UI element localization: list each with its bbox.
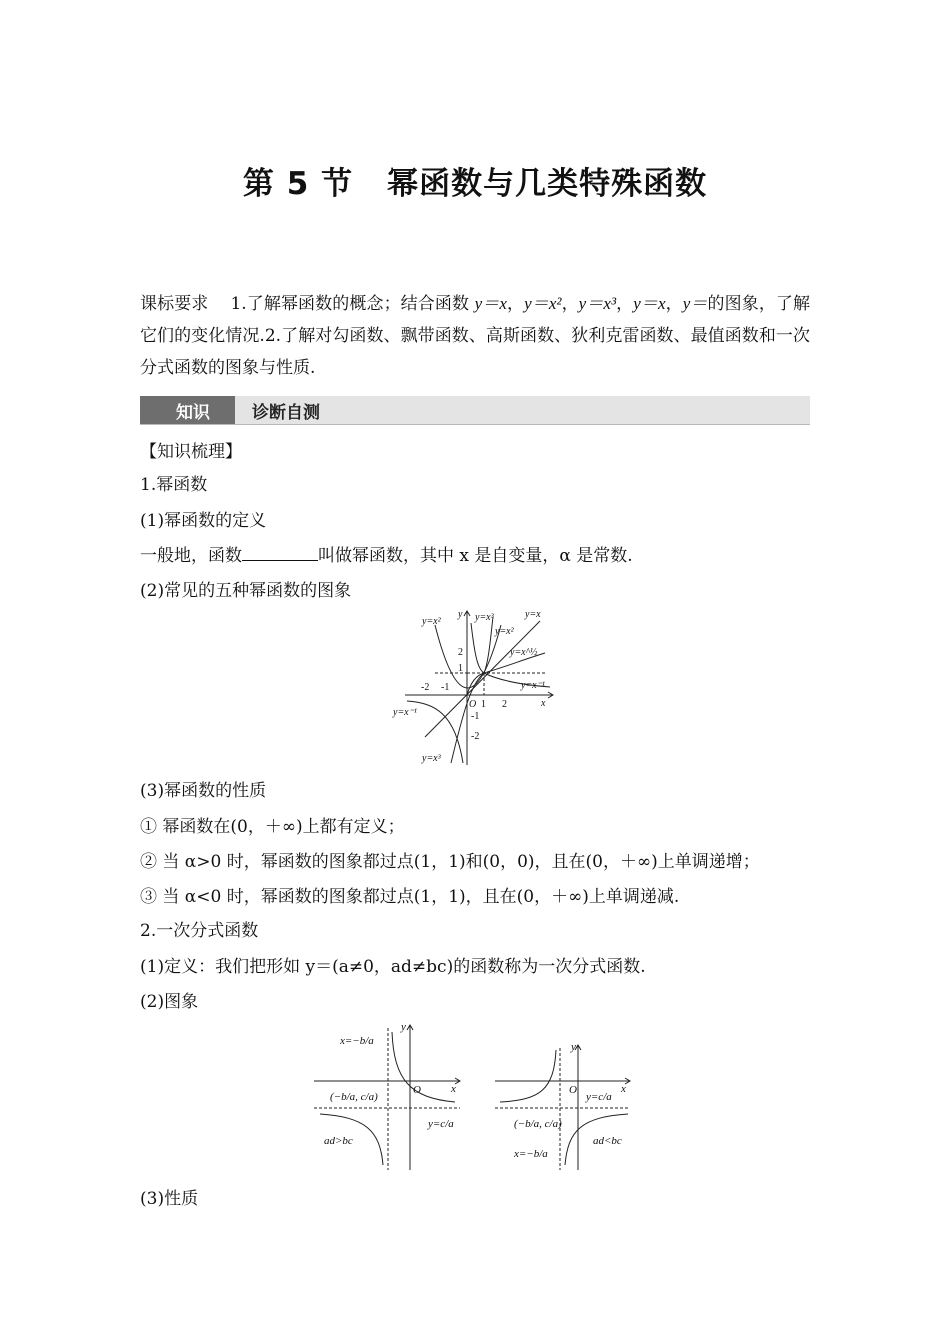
fractional-definition: (1)定义：我们把形如 y＝(a≠0，ad≠bc)的函数称为一次分式函数. <box>140 957 646 977</box>
label-x-axis: x <box>541 698 546 709</box>
left-y-label: y <box>401 1021 406 1033</box>
power-functions-figure <box>385 603 565 768</box>
right-asym-y: y=c/a <box>586 1091 612 1103</box>
tick-y-1: 1 <box>458 663 463 674</box>
heading-fraction-properties: (3)性质 <box>140 1189 199 1209</box>
left-asym-x: x=−b/a <box>340 1035 374 1047</box>
heading-power-function: 1.幂函数 <box>140 475 208 495</box>
section-banner <box>140 396 810 425</box>
fill-blank <box>242 546 318 561</box>
right-x-label: x <box>621 1083 626 1095</box>
left-x-label: x <box>451 1083 456 1095</box>
label-y-x3-bottom: y=x³ <box>422 753 441 764</box>
right-condition: ad<bc <box>593 1135 622 1147</box>
heading-fractional-function: 2.一次分式函数 <box>140 921 259 941</box>
fractional-function-figure <box>310 1020 640 1175</box>
property-3: ③ 当 α<0 时，幂函数的图象都过点(1，1)，且在(0，＋∞)上单调递减. <box>140 887 680 907</box>
label-y-inv-right: y=x⁻¹ <box>521 680 545 691</box>
label-y-x2-right: y=x² <box>495 626 514 637</box>
definition-text: 一般地，函数 叫做幂函数，其中 x 是自变量，α 是常数. <box>140 546 633 566</box>
tick-x-neg1: -1 <box>441 682 450 693</box>
requirements-paragraph: 课标要求 1.了解幂函数的概念；结合函数 y＝x，y＝x²，y＝x³，y＝x，y＝的图象，了解它们的变化情况.2.了解对勾函数、飘带函数、高斯函数、狄利克雷函数、最值函数和一次分式函数的图象与性质. <box>140 294 811 378</box>
heading-definition: (1)幂函数的定义 <box>140 511 267 531</box>
right-origin: O <box>569 1084 577 1096</box>
label-y-x2-left: y=x² <box>422 616 441 627</box>
left-asym-y: y=c/a <box>428 1118 454 1130</box>
curve-y-x <box>425 621 540 737</box>
tick-x-neg2: -2 <box>421 682 430 693</box>
label-y-inv-left: y=x⁻¹ <box>393 707 417 718</box>
label-y-x3-top: y=x³ <box>475 612 494 623</box>
label-y-axis: y <box>458 609 463 620</box>
right-point: (−b/a, c/a) <box>514 1118 562 1130</box>
banner-label-knowledge: 知识 <box>176 403 210 423</box>
left-origin: O <box>413 1084 421 1096</box>
tick-y-neg1: -1 <box>471 711 480 722</box>
left-point: (−b/a, c/a) <box>330 1091 378 1103</box>
right-y-label: y <box>571 1041 576 1053</box>
heading-five-graphs: (2)常见的五种幂函数的图象 <box>140 581 352 601</box>
page-title: 第 5 节 幂函数与几类特殊函数 <box>242 166 708 202</box>
banner-label-selftest: 诊断自测 <box>252 403 320 423</box>
tick-x-1: 1 <box>481 699 486 710</box>
tick-y-neg2: -2 <box>471 731 480 742</box>
left-condition: ad>bc <box>324 1135 353 1147</box>
property-1: ① 幂函数在(0，＋∞)上都有定义； <box>140 817 405 837</box>
heading-graphs: (2)图象 <box>140 992 199 1012</box>
right-curve-upper <box>500 1050 556 1102</box>
property-2: ② 当 α>0 时，幂函数的图象都过点(1，1)和(0，0)，且在(0，＋∞)上单调递增； <box>140 852 760 872</box>
tick-y-2: 2 <box>458 647 463 658</box>
label-y-sqrt: y=x^½ <box>510 647 538 658</box>
review-heading: 【知识梳理】 <box>140 442 242 462</box>
tick-x-2: 2 <box>502 699 507 710</box>
left-curve-upper <box>392 1032 455 1102</box>
heading-properties: (3)幂函数的性质 <box>140 781 267 801</box>
label-origin: O <box>469 699 477 710</box>
right-asym-x: x=−b/a <box>514 1148 548 1160</box>
label-y-x: y=x <box>525 609 541 620</box>
